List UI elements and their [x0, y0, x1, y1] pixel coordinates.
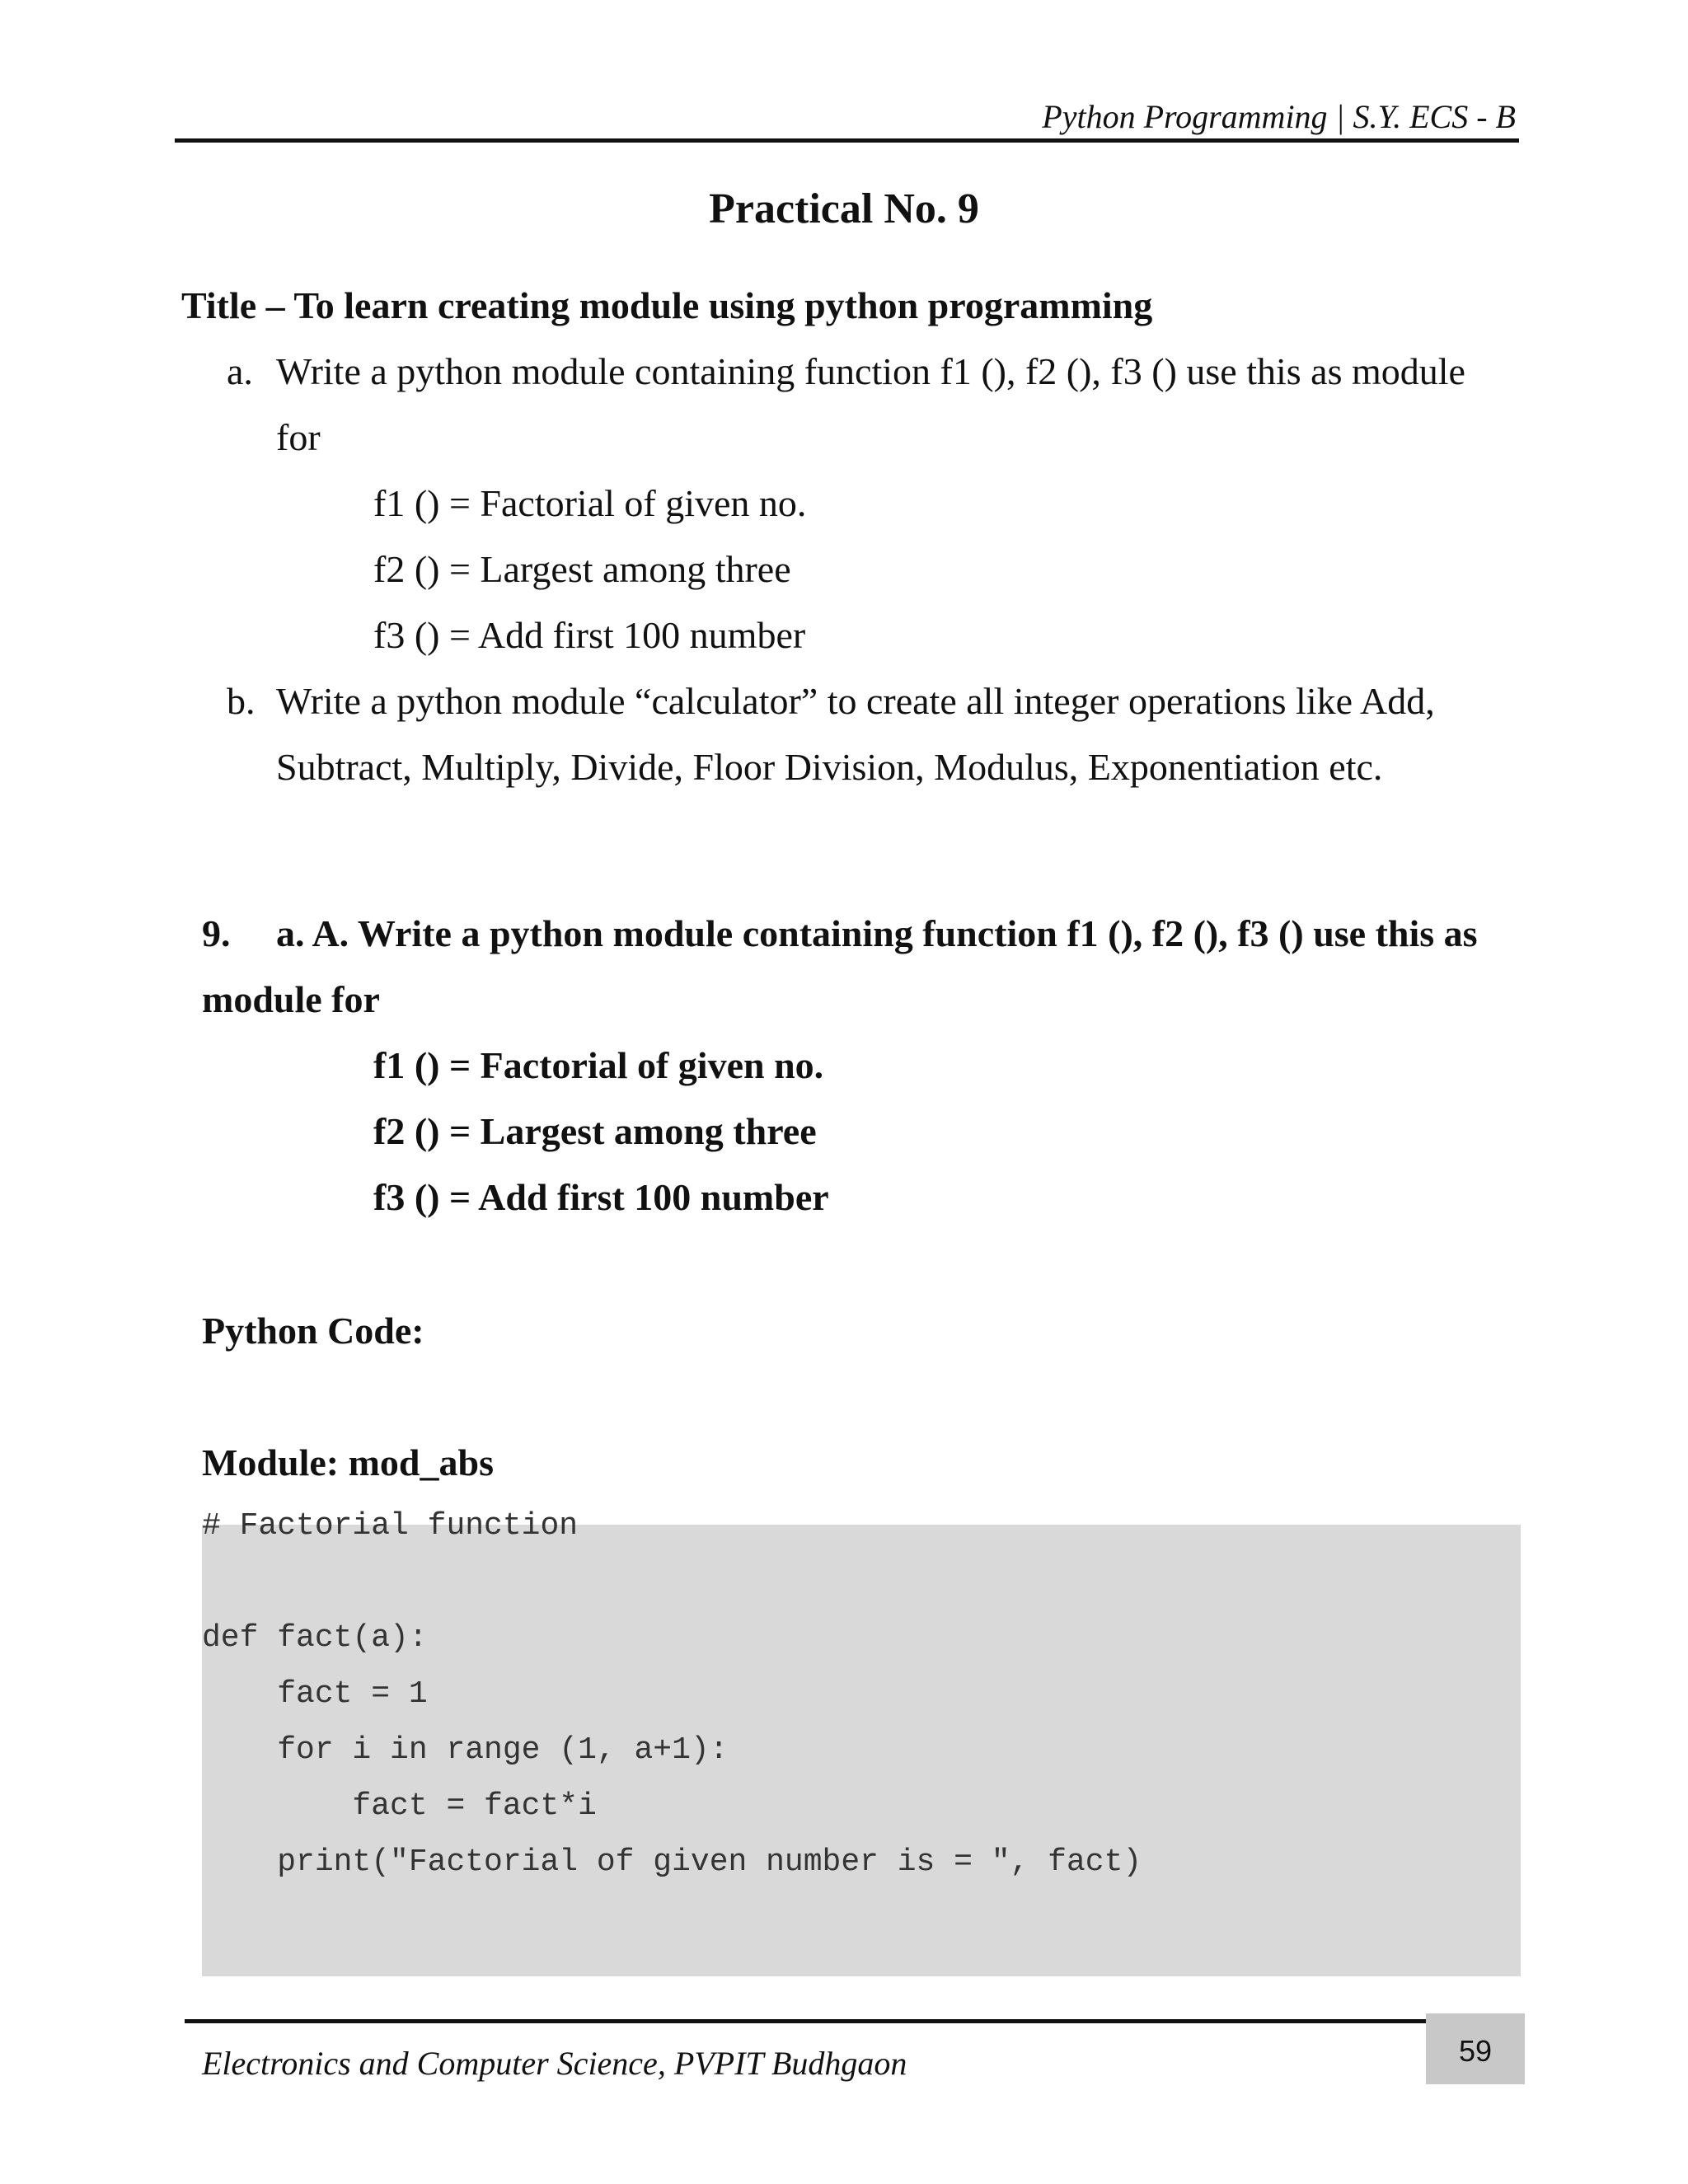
practical-title: Practical No. 9: [709, 185, 979, 232]
question-a-f1: f1 () = Factorial of given no.: [373, 482, 807, 524]
answer-f3: f3 () = Add first 100 number: [373, 1176, 829, 1218]
answer-line2: module for: [202, 978, 380, 1020]
code-line-comment: # Factorial function: [202, 1508, 579, 1544]
answer-f1: f1 () = Factorial of given no.: [373, 1044, 824, 1086]
answer-f2: f2 () = Largest among three: [373, 1110, 817, 1152]
code-line-print: print("Factorial of given number is = ", fact): [202, 1844, 1142, 1880]
question-b-line2: Subtract, Multiply, Divide, Floor Division, Modulus, Exponentiation etc.: [276, 746, 1383, 788]
question-a-line2: for: [276, 416, 321, 458]
module-heading: Module: mod_abs: [202, 1441, 494, 1483]
code-line-init: fact = 1: [202, 1676, 428, 1712]
question-a-f3: f3 () = Add first 100 number: [373, 614, 806, 656]
answer-number: 9.: [202, 912, 231, 954]
code-line-for: for i in range (1, a+1):: [202, 1732, 729, 1768]
answer-line1: a. A. Write a python module containing function f1 (), f2 (), f3 () use this as: [276, 912, 1478, 954]
question-a-marker: a.: [227, 350, 253, 392]
code-heading: Python Code:: [202, 1310, 424, 1352]
title-line: Title – To learn creating module using python programming: [181, 284, 1153, 326]
code-line-def: def fact(a):: [202, 1620, 428, 1656]
question-b-line1: Write a python module “calculator” to create all integer operations like Add,: [276, 680, 1435, 722]
code-line-multiply: fact = fact*i: [202, 1788, 597, 1824]
question-b-marker: b.: [227, 680, 256, 722]
question-a-f2: f2 () = Largest among three: [373, 548, 791, 590]
header-divider: [175, 138, 1519, 143]
footer-divider: [185, 2019, 1520, 2023]
question-a-line1: Write a python module containing function f1 (), f2 (), f3 () use this as module: [276, 350, 1465, 392]
footer-institution: Electronics and Computer Science, PVPIT Budhgaon: [202, 2045, 907, 2082]
running-header: Python Programming | S.Y. ECS - B: [1042, 98, 1516, 135]
page-number: 59: [1458, 2034, 1493, 2068]
